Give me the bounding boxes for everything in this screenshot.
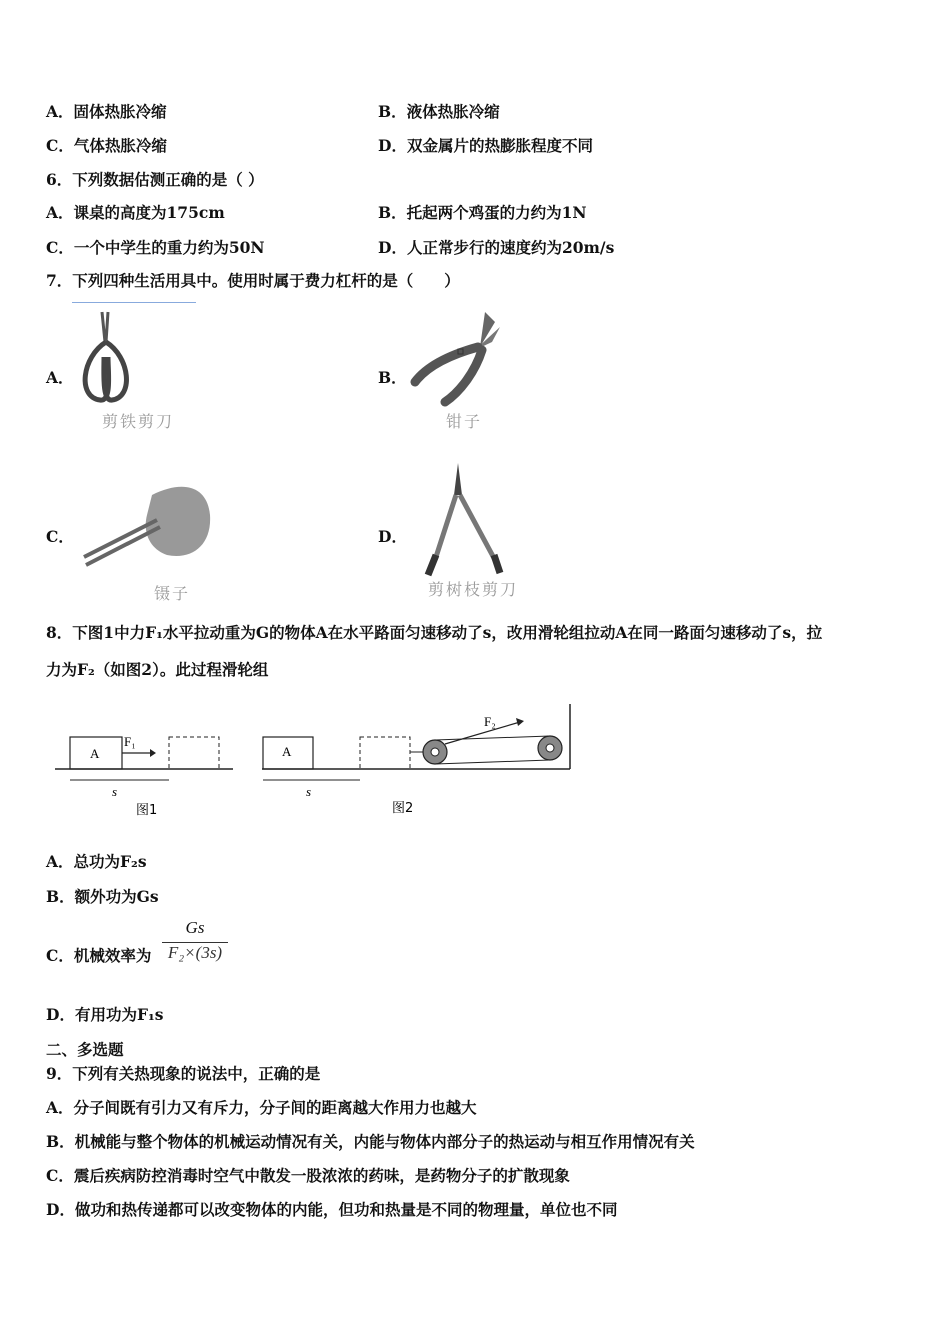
fig2-rope-bottom: [435, 760, 550, 764]
q9-option-b: B．机械能与整个物体的机械运动情况有关，内能与物体内部分子的热运动与相互作用情况有关: [46, 1132, 695, 1151]
q5-option-b: B．液体热胀冷缩: [378, 102, 500, 121]
fraction-numerator: Gs: [185, 918, 205, 937]
q8-option-d: D．有用功为F₁s: [46, 1005, 164, 1024]
q7-option-a-label: A．: [46, 368, 74, 387]
section-heading-multi-choice: 二、多选题: [46, 1040, 124, 1059]
fig2-fixed-hub: [546, 744, 554, 752]
q6-option-d: D．人正常步行的速度约为20m/s: [378, 238, 615, 257]
q8-efficiency-fraction: [160, 918, 230, 963]
q8-option-c-label: C．机械效率为: [46, 946, 152, 965]
q6-option-c: C．一个中学生的重力约为50N: [46, 238, 265, 257]
fig1-caption: 图1: [136, 803, 158, 818]
q9-option-d: D．做功和热传递都可以改变物体的内能，但功和热量是不同的物理量，单位也不同: [46, 1200, 618, 1219]
q7-caption-a: 剪铁剪刀: [102, 412, 175, 431]
fig1-distance-label: s: [112, 784, 118, 799]
q9-option-a: A．分子间既有引力又有斥力，分子间的距离越大作用力也越大: [46, 1098, 477, 1117]
pliers-image: [400, 302, 530, 432]
q5-option-c: C．气体热胀冷缩: [46, 136, 167, 155]
pruning-shears-image: [400, 455, 560, 605]
q9-stem: 9．下列有关热现象的说法中，正确的是: [46, 1064, 321, 1083]
snips-blades: [102, 312, 108, 342]
fig1-arrowhead: [150, 749, 156, 757]
fig2-distance-label: s: [306, 784, 312, 799]
q8-option-a: A．总功为F₂s: [46, 852, 147, 871]
fraction-denominator: F₂×(3s): [167, 943, 223, 962]
fig1-block-label: A: [90, 746, 100, 761]
shears-grips: [428, 555, 500, 575]
shears-blade: [454, 463, 462, 495]
tweezers-image: [72, 475, 222, 605]
tin-snips-image: [72, 302, 202, 432]
fig2-caption: 图2: [392, 801, 414, 816]
q6-option-b: B．托起两个鸡蛋的力约为1N: [378, 203, 587, 222]
q8-stem-line1: 8．下图1中力F₁水平拉动重为G的物体A在水平路面匀速移动了s，改用滑轮组拉动A在同一路面匀速移动了s，拉: [46, 623, 823, 642]
fig2-force-arrow: [445, 722, 520, 744]
q9-option-c: C．震后疾病防控消毒时空气中散发一股浓浓的药味，是药物分子的扩散现象: [46, 1166, 570, 1185]
fig1-force-label: F₁: [124, 734, 136, 749]
q5-option-d: D．双金属片的热膨胀程度不同: [378, 136, 593, 155]
fig2-block-dashed: [360, 737, 410, 769]
q7-caption-d: 剪树枝剪刀: [428, 580, 519, 599]
fig2-rope-top: [435, 736, 550, 740]
shears-handles: [435, 495, 495, 560]
fig2-force-label: F₂: [484, 714, 496, 729]
q7-caption-b: 钳子: [446, 412, 483, 431]
q8-option-b: B．额外功为Gs: [46, 887, 159, 906]
figure-pulley: [50, 700, 590, 825]
q6-option-a: A．课桌的高度为175cm: [46, 203, 225, 222]
fig2-block-label: A: [282, 744, 292, 759]
fig2-arrowhead: [516, 718, 524, 726]
q7-stem: 7．下列四种生活用具中。使用时属于费力杠杆的是（ ）: [46, 271, 460, 290]
q7-option-b-label: B．: [378, 368, 407, 387]
q5-option-a: A．固体热胀冷缩: [46, 102, 167, 121]
fig2-pulley-hub: [431, 748, 439, 756]
q6-stem: 6．下列数据估测正确的是（ ）: [46, 170, 264, 189]
q7-option-d-label: D．: [378, 527, 407, 546]
q7-option-c-label: C．: [46, 527, 74, 546]
fig1-block-dashed: [169, 737, 219, 769]
q7-caption-c: 镊子: [154, 584, 191, 603]
q8-stem-line2: 力为F₂（如图2）。此过程滑轮组: [46, 660, 269, 679]
